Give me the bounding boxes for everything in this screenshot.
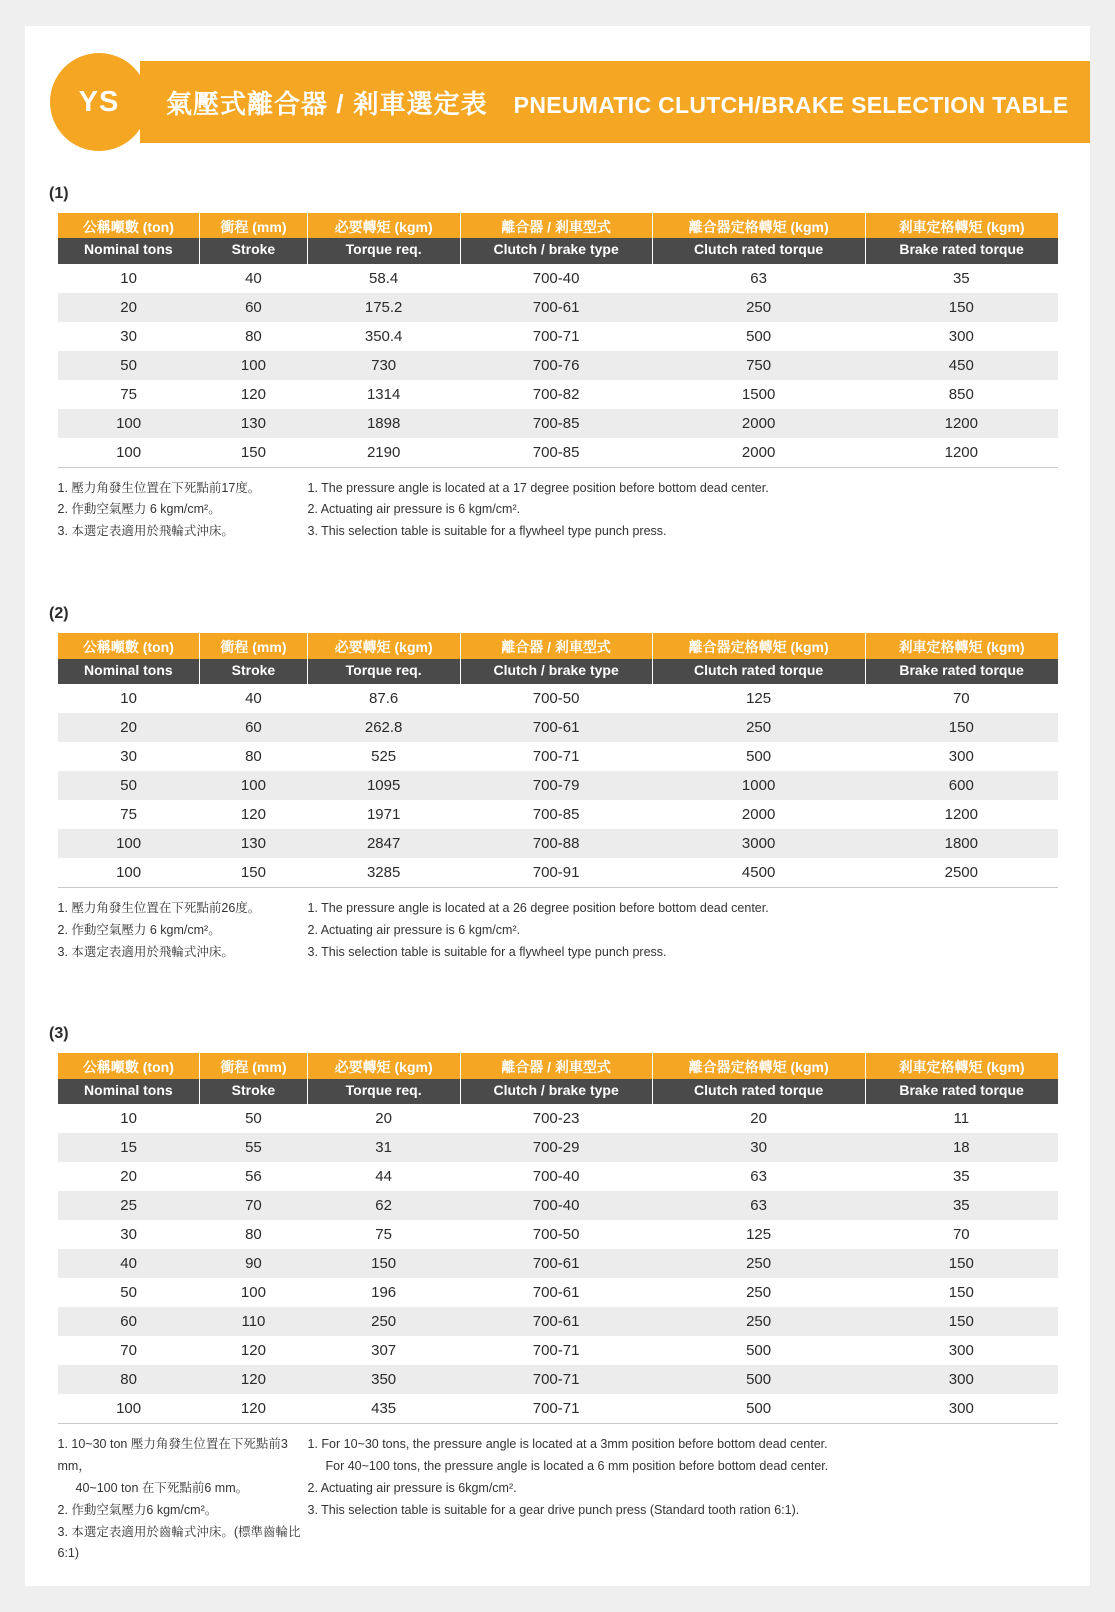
- table-cell: 150: [200, 858, 307, 888]
- table-cell: 20: [120, 1168, 137, 1186]
- table-cell: 11: [953, 1110, 970, 1128]
- table-header-row: [58, 633, 1058, 684]
- table-cell: 1971: [366, 805, 401, 823]
- table-row: [58, 713, 1058, 742]
- table-cell: 10: [120, 269, 137, 287]
- selection-table: [58, 633, 1058, 888]
- column-header-cn: 必要轉矩 (kgm): [334, 219, 433, 235]
- page-title-cn: 氣壓式離合器 / 剎車選定表: [166, 88, 488, 119]
- table-cell: 700-61: [532, 1255, 580, 1273]
- table-cell: 700-79: [532, 776, 580, 794]
- table-cell: 435: [307, 1394, 460, 1424]
- table-cell: 58.4: [369, 269, 399, 287]
- table-cell: 150: [948, 298, 974, 316]
- table-cell: 700-61: [532, 718, 580, 736]
- table-cell: 20: [375, 1110, 392, 1128]
- table-cell: 75: [120, 805, 137, 823]
- column-header: [200, 213, 307, 264]
- table-cell: 700-91: [460, 858, 652, 888]
- table-cell: 120: [200, 1394, 307, 1424]
- table-cell: 300: [948, 327, 974, 345]
- page-header: [78, 61, 1090, 143]
- section-spacer: [25, 963, 1090, 1025]
- table-row: [58, 293, 1058, 322]
- column-header-en: Clutch rated torque: [653, 238, 865, 263]
- column-header: [200, 633, 307, 684]
- table-cell: 700-61: [532, 1284, 580, 1302]
- table-cell: 50: [120, 356, 137, 374]
- note-line: 2. 作動空氣壓力 6 kgm/cm²。: [57, 502, 221, 517]
- column-header: [652, 213, 865, 264]
- column-header-en: Nominal tons: [58, 1079, 200, 1104]
- table-cell: 730: [371, 356, 397, 374]
- table-cell: 31: [375, 1139, 392, 1157]
- table-cell: 20: [120, 298, 137, 316]
- table-cell: 700-71: [532, 1342, 580, 1360]
- table-cell: 35: [952, 1197, 970, 1215]
- note-line: 2. Actuating air pressure is 6 kgm/cm².: [307, 922, 521, 937]
- table-row: [58, 1162, 1058, 1191]
- table-cell: 262.8: [364, 718, 403, 736]
- table-section: [43, 605, 1072, 963]
- table-cell: 175.2: [364, 298, 403, 316]
- table-cell: 62: [375, 1197, 392, 1215]
- note-line: 2. Actuating air pressure is 6kgm/cm².: [307, 1480, 517, 1495]
- table-cell: 110: [241, 1313, 266, 1331]
- column-header-cn: 剎車定格轉矩 (kgm): [898, 639, 1025, 656]
- table-cell: 150: [371, 1255, 397, 1273]
- table-cell: 700-71: [460, 1394, 652, 1424]
- table-cell: 60: [245, 718, 262, 736]
- table-cell: 700-71: [532, 327, 580, 345]
- notes-english: [308, 898, 1058, 964]
- table-cell: 500: [746, 327, 772, 345]
- table-cell: 850: [948, 385, 974, 403]
- table-cell: 500: [652, 1394, 865, 1424]
- table-cell: 18: [952, 1139, 970, 1157]
- table-cell: 50: [120, 1284, 137, 1302]
- column-header-cn: 離合器 / 剎車型式: [501, 1059, 611, 1076]
- table-cell: 150: [948, 718, 974, 736]
- column-header-en: Brake rated torque: [866, 659, 1058, 684]
- sections-container: [25, 185, 1090, 1565]
- table-cell: 350.4: [364, 327, 403, 345]
- column-header-en: Nominal tons: [58, 659, 200, 684]
- table-row: [58, 409, 1058, 438]
- table-cell: 1200: [944, 805, 978, 823]
- table-cell: 87.6: [369, 689, 399, 707]
- table-cell: 35: [952, 269, 970, 287]
- column-header: [652, 633, 865, 684]
- table-cell: 700-23: [532, 1110, 580, 1128]
- table-cell: 30: [120, 747, 137, 765]
- column-header-en: Nominal tons: [58, 238, 200, 263]
- notes-chinese: [58, 1434, 308, 1565]
- table-cell: 56: [245, 1168, 262, 1186]
- table-row: [58, 1191, 1058, 1220]
- table-cell: 1200: [944, 414, 978, 432]
- column-header-cn: 離合器定格轉矩 (kgm): [688, 1059, 829, 1076]
- note-line: 40~100 ton 在下死點前6 mm。: [75, 1480, 249, 1495]
- table-row: [58, 1133, 1058, 1162]
- table-cell: 1095: [366, 776, 401, 794]
- table-cell: 100: [116, 834, 142, 852]
- table-cell: 700-40: [532, 1168, 580, 1186]
- table-cell: 700-40: [532, 269, 580, 287]
- table-cell: 75: [375, 1226, 392, 1244]
- table-cell: 2190: [307, 438, 460, 468]
- table-cell: 30: [120, 1226, 137, 1244]
- column-header-en: Clutch / brake type: [461, 238, 652, 263]
- table-row: [58, 858, 1058, 888]
- table-cell: 25: [120, 1197, 137, 1215]
- table-cell: 50: [245, 1110, 262, 1128]
- table-row: [58, 684, 1058, 713]
- table-cell: 75: [120, 385, 137, 403]
- column-header-cn: 衝程 (mm): [220, 219, 287, 235]
- table-cell: 2847: [366, 834, 401, 852]
- column-header-cn: 公稱噸數 (ton): [82, 1059, 174, 1076]
- note-line: For 40~100 tons, the pressure angle is located a 6 mm position before bottom dead center.: [325, 1458, 829, 1473]
- table-cell: 2000: [741, 414, 776, 432]
- table-cell: 50: [120, 776, 137, 794]
- page-title-en: PNEUMATIC CLUTCH/BRAKE SELECTION TABLE: [513, 91, 1069, 118]
- column-header: [865, 633, 1057, 684]
- table-cell: 40: [120, 1255, 137, 1273]
- table-cell: 700-82: [532, 385, 580, 403]
- table-cell: 700-50: [532, 1226, 580, 1244]
- table-cell: 100: [240, 776, 266, 794]
- table-cell: 300: [948, 747, 974, 765]
- table-cell: 40: [245, 269, 262, 287]
- table-cell: 70: [952, 1226, 970, 1244]
- table-cell: 90: [245, 1255, 262, 1273]
- table-row: [58, 1278, 1058, 1307]
- note-line: 1. 壓力角發生位置在下死點前17度。: [57, 480, 261, 495]
- table-cell: 60: [120, 1313, 137, 1331]
- note-line: 3. 本選定表適用於飛輪式沖床。: [57, 944, 234, 959]
- selection-table: [58, 1053, 1058, 1424]
- table-cell: 4500: [652, 858, 865, 888]
- column-header-cn: 離合器 / 剎車型式: [501, 219, 611, 235]
- table-cell: 20: [120, 718, 137, 736]
- notes-chinese: [58, 478, 308, 544]
- column-header-en: Brake rated torque: [866, 238, 1058, 263]
- table-cell: 80: [245, 747, 262, 765]
- table-cell: 63: [750, 269, 767, 287]
- column-header-en: Clutch / brake type: [461, 659, 652, 684]
- table-cell: 100: [58, 858, 200, 888]
- table-header-row: [58, 1053, 1058, 1104]
- column-header-en: Clutch / brake type: [461, 1079, 652, 1104]
- column-header: [460, 1053, 652, 1104]
- table-cell: 250: [371, 1313, 397, 1331]
- table-cell: 150: [200, 438, 307, 468]
- table-row: [58, 1104, 1058, 1133]
- table-row: [58, 1394, 1058, 1424]
- column-header-cn: 必要轉矩 (kgm): [334, 1059, 433, 1076]
- table-cell: 250: [746, 718, 772, 736]
- column-header: [58, 213, 200, 264]
- table-cell: 100: [58, 438, 200, 468]
- table-notes: [58, 478, 1058, 544]
- table-cell: 700-71: [532, 1371, 580, 1389]
- table-row: [58, 771, 1058, 800]
- table-cell: 125: [746, 1226, 772, 1244]
- table-cell: 700-40: [532, 1197, 580, 1215]
- column-header-en: Brake rated torque: [866, 1079, 1058, 1104]
- table-cell: 150: [948, 1284, 974, 1302]
- note-line: 3. 本選定表適用於飛輪式沖床。: [57, 524, 234, 539]
- table-cell: 30: [750, 1139, 767, 1157]
- table-cell: 120: [240, 385, 266, 403]
- table-cell: 1898: [366, 414, 401, 432]
- note-line: 1. 壓力角發生位置在下死點前26度。: [57, 900, 261, 915]
- column-header-cn: 剎車定格轉矩 (kgm): [898, 219, 1025, 235]
- table-cell: 3000: [741, 834, 776, 852]
- notes-english: [308, 1434, 1058, 1565]
- table-cell: 100: [58, 1394, 200, 1424]
- table-cell: 20: [750, 1110, 767, 1128]
- document-sheet: [25, 26, 1090, 1586]
- table-cell: 100: [240, 356, 266, 374]
- table-cell: 600: [948, 776, 974, 794]
- table-cell: 300: [948, 1371, 974, 1389]
- table-cell: 500: [746, 1371, 772, 1389]
- table-cell: 3285: [307, 858, 460, 888]
- table-row: [58, 1365, 1058, 1394]
- note-line: 2. 作動空氣壓力 6 kgm/cm²。: [57, 922, 221, 937]
- note-line: 3. 本選定表適用於齒輪式沖床。(標準齒輪比6:1): [57, 1524, 301, 1561]
- section-label: (1): [49, 185, 69, 202]
- table-cell: 44: [375, 1168, 392, 1186]
- column-header: [865, 213, 1057, 264]
- table-cell: 2000: [652, 438, 865, 468]
- table-cell: 120: [240, 805, 266, 823]
- table-cell: 30: [120, 327, 137, 345]
- table-cell: 350: [371, 1371, 397, 1389]
- table-cell: 80: [245, 327, 262, 345]
- note-line: 1. The pressure angle is located at a 26 degree position before bottom dead center.: [307, 900, 769, 915]
- note-line: 1. The pressure angle is located at a 17 degree position before bottom dead center.: [307, 480, 769, 495]
- table-cell: 63: [750, 1197, 767, 1215]
- table-cell: 250: [746, 1284, 772, 1302]
- table-row: [58, 829, 1058, 858]
- table-cell: 80: [245, 1226, 262, 1244]
- table-cell: 450: [948, 356, 974, 374]
- table-cell: 307: [371, 1342, 397, 1360]
- column-header-en: Stroke: [200, 1079, 306, 1104]
- table-row: [58, 1249, 1058, 1278]
- table-cell: 525: [371, 747, 397, 765]
- column-header-en: Torque req.: [308, 238, 460, 263]
- table-cell: 700-29: [532, 1139, 580, 1157]
- table-cell: 100: [116, 414, 142, 432]
- table-row: [58, 380, 1058, 409]
- column-header: [307, 213, 460, 264]
- table-cell: 700-88: [532, 834, 580, 852]
- table-cell: 125: [746, 689, 772, 707]
- header-titles: [140, 84, 1069, 121]
- column-header-en: Stroke: [200, 238, 306, 263]
- column-header: [307, 633, 460, 684]
- table-cell: 500: [746, 1342, 772, 1360]
- table-row: [58, 351, 1058, 380]
- ys-logo: YS: [50, 53, 148, 151]
- table-cell: 500: [746, 747, 772, 765]
- column-header: [58, 1053, 200, 1104]
- column-header: [865, 1053, 1057, 1104]
- column-header-cn: 離合器 / 剎車型式: [501, 639, 611, 656]
- column-header: [200, 1053, 307, 1104]
- table-cell: 1000: [741, 776, 776, 794]
- table-cell: 196: [371, 1284, 397, 1302]
- table-cell: 300: [948, 1342, 974, 1360]
- table-cell: 70: [120, 1342, 137, 1360]
- column-header-en: Stroke: [200, 659, 306, 684]
- column-header-cn: 公稱噸數 (ton): [82, 639, 174, 656]
- table-cell: 150: [948, 1255, 974, 1273]
- table-cell: 1500: [741, 385, 776, 403]
- column-header-en: Torque req.: [308, 659, 460, 684]
- column-header-en: Torque req.: [308, 1079, 460, 1104]
- column-header-en: Clutch rated torque: [653, 1079, 865, 1104]
- table-cell: 250: [746, 1313, 772, 1331]
- table-section: [43, 1025, 1072, 1565]
- column-header-cn: 離合器定格轉矩 (kgm): [688, 639, 829, 656]
- table-cell: 55: [245, 1139, 262, 1157]
- table-cell: 700-85: [532, 805, 580, 823]
- section-spacer: [25, 543, 1090, 605]
- table-cell: 130: [240, 834, 266, 852]
- note-line: 1. For 10~30 tons, the pressure angle is located at a 3mm position before bottom dead center.: [307, 1437, 828, 1452]
- table-cell: 700-61: [532, 298, 580, 316]
- table-row: [58, 438, 1058, 468]
- column-header-cn: 剎車定格轉矩 (kgm): [898, 1059, 1025, 1076]
- table-cell: 250: [746, 298, 772, 316]
- table-cell: 130: [240, 414, 266, 432]
- table-header-row: [58, 213, 1058, 264]
- table-notes: [58, 898, 1058, 964]
- section-label: (3): [49, 1025, 69, 1043]
- note-line: 3. This selection table is suitable for a flywheel type punch press.: [307, 524, 667, 539]
- table-cell: 63: [750, 1168, 767, 1186]
- table-cell: 70: [952, 689, 970, 707]
- note-line: 2. Actuating air pressure is 6 kgm/cm².: [307, 502, 521, 517]
- column-header: [58, 633, 200, 684]
- table-notes: [58, 1434, 1058, 1565]
- table-cell: 35: [952, 1168, 970, 1186]
- column-header: [460, 633, 652, 684]
- column-header-en: Clutch rated torque: [653, 659, 865, 684]
- table-row: [58, 742, 1058, 771]
- table-cell: 1200: [865, 438, 1057, 468]
- table-cell: 40: [245, 689, 262, 707]
- table-cell: 300: [865, 1394, 1057, 1424]
- table-cell: 1314: [366, 385, 401, 403]
- table-row: [58, 1307, 1058, 1336]
- table-cell: 250: [746, 1255, 772, 1273]
- column-header: [307, 1053, 460, 1104]
- table-cell: 10: [120, 689, 137, 707]
- column-header-cn: 離合器定格轉矩 (kgm): [688, 219, 829, 235]
- column-header: [460, 213, 652, 264]
- table-cell: 1800: [944, 834, 978, 852]
- table-cell: 2000: [741, 805, 776, 823]
- column-header-cn: 必要轉矩 (kgm): [334, 639, 433, 656]
- table-row: [58, 264, 1058, 293]
- column-header-cn: 衝程 (mm): [220, 639, 287, 656]
- column-header-cn: 公稱噸數 (ton): [82, 219, 174, 235]
- table-row: [58, 800, 1058, 829]
- table-cell: 700-85: [460, 438, 652, 468]
- section-label: (2): [49, 605, 69, 623]
- table-cell: 100: [240, 1284, 266, 1302]
- table-row: [58, 1336, 1058, 1365]
- table-cell: 120: [240, 1371, 266, 1389]
- table-cell: 700-76: [532, 356, 580, 374]
- table-cell: 700-71: [532, 747, 580, 765]
- table-cell: 150: [948, 1313, 974, 1331]
- note-line: 1. 10~30 ton 壓力角發生位置在下死點前3 mm，: [57, 1437, 292, 1473]
- column-header: [652, 1053, 865, 1104]
- table-row: [58, 322, 1058, 351]
- note-line: 3. This selection table is suitable for a flywheel type punch press.: [307, 944, 667, 959]
- table-cell: 10: [120, 1110, 137, 1128]
- table-section: [43, 185, 1072, 543]
- table-cell: 80: [120, 1371, 137, 1389]
- table-cell: 700-85: [532, 414, 580, 432]
- table-cell: 2500: [865, 858, 1057, 888]
- column-header-cn: 衝程 (mm): [220, 1059, 287, 1076]
- selection-table: [58, 213, 1058, 468]
- table-cell: 15: [120, 1139, 137, 1157]
- table-cell: 60: [245, 298, 262, 316]
- note-line: 3. This selection table is suitable for a gear drive punch press (Standard tooth ration 6:1).: [307, 1502, 800, 1517]
- table-cell: 750: [746, 356, 772, 374]
- note-line: 2. 作動空氣壓力6 kgm/cm²。: [57, 1502, 218, 1517]
- table-cell: 120: [240, 1342, 266, 1360]
- table-cell: 70: [245, 1197, 262, 1215]
- notes-chinese: [58, 898, 308, 964]
- table-cell: 700-50: [532, 689, 580, 707]
- notes-english: [308, 478, 1058, 544]
- table-cell: 700-61: [532, 1313, 580, 1331]
- table-row: [58, 1220, 1058, 1249]
